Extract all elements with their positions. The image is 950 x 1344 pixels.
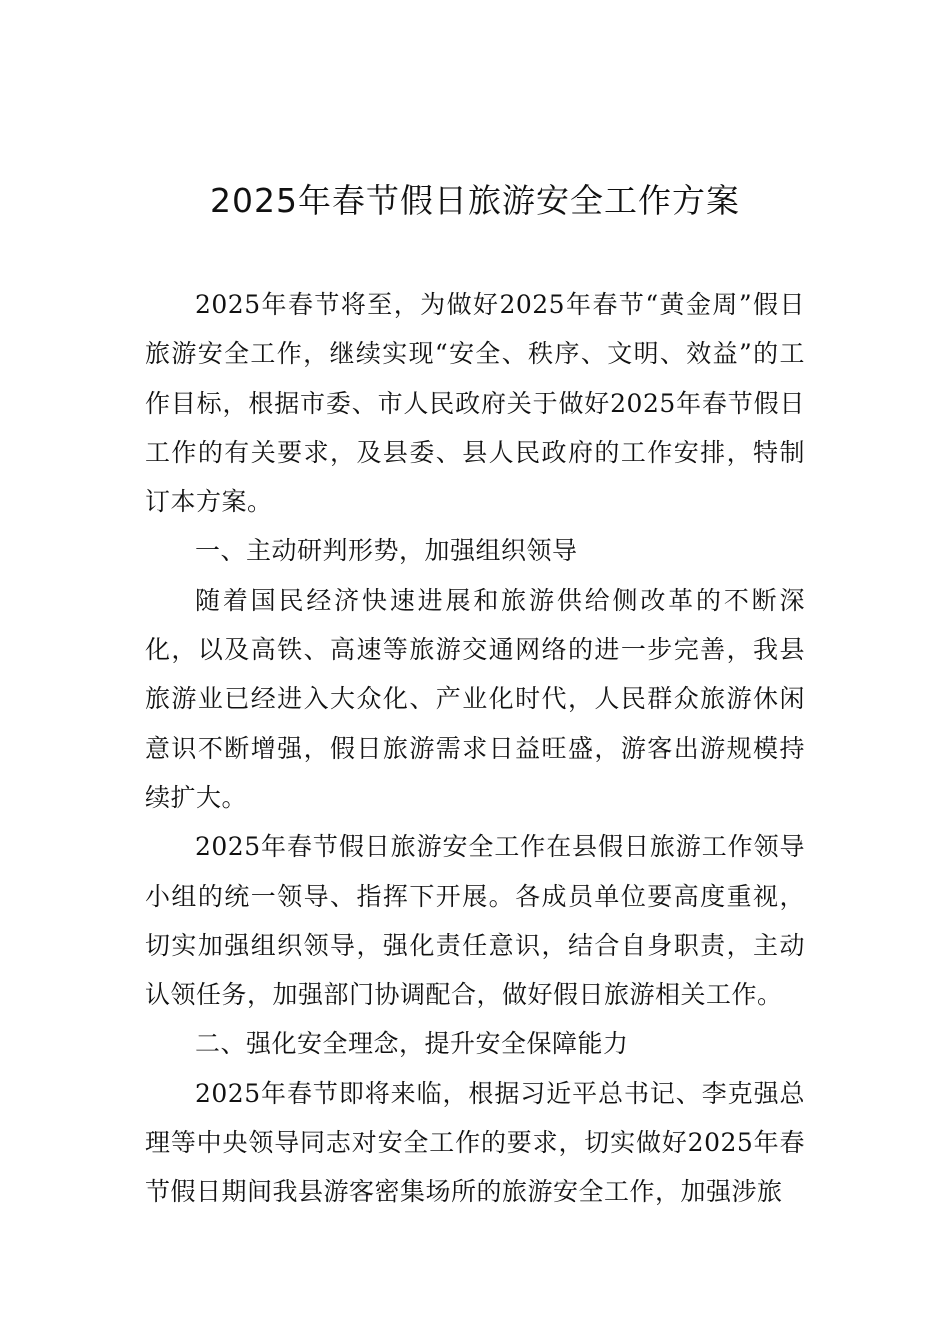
- intro-paragraph: 2025年春节将至，为做好2025年春节“黄金周”假日旅游安全工作，继续实现“安全、秩序、文明、效益”的工作目标，根据市委、市人民政府关于做好2025年春节假日工作的有关要求，及县委、县人民政府的工作安排，特制订本方案。: [145, 290, 805, 517]
- section-heading-2: 二、强化安全理念，提升安全保障能力: [195, 1029, 629, 1059]
- section-2-paragraph-1: 2025年春节即将来临，根据习近平总书记、李克强总理等中央领导同志对安全工作的要求，切实做好2025年春节假日期间我县游客密集场所的旅游安全工作，加强涉旅: [145, 1078, 805, 1207]
- section-heading-1: 一、主动研判形势，加强组织领导: [195, 536, 578, 566]
- section-1-paragraph-1: 随着国民经济快速进展和旅游供给侧改革的不断深化，以及高铁、高速等旅游交通网络的进一步完善，我县旅游业已经进入大众化、产业化时代，人民群众旅游休闲意识不断增强，假日旅游需求日益旺盛，游客出游规模持续扩大。: [145, 585, 805, 812]
- section-1-paragraph-2: 2025年春节假日旅游安全工作在县假日旅游工作领导小组的统一领导、指挥下开展。各成员单位要高度重视，切实加强组织领导，强化责任意识，结合自身职责，主动认领任务，加强部门协调配合，做好假日旅游相关工作。: [145, 832, 805, 1010]
- document-body: [145, 280, 805, 1217]
- document-title: 2025年春节假日旅游安全工作方案: [210, 181, 740, 220]
